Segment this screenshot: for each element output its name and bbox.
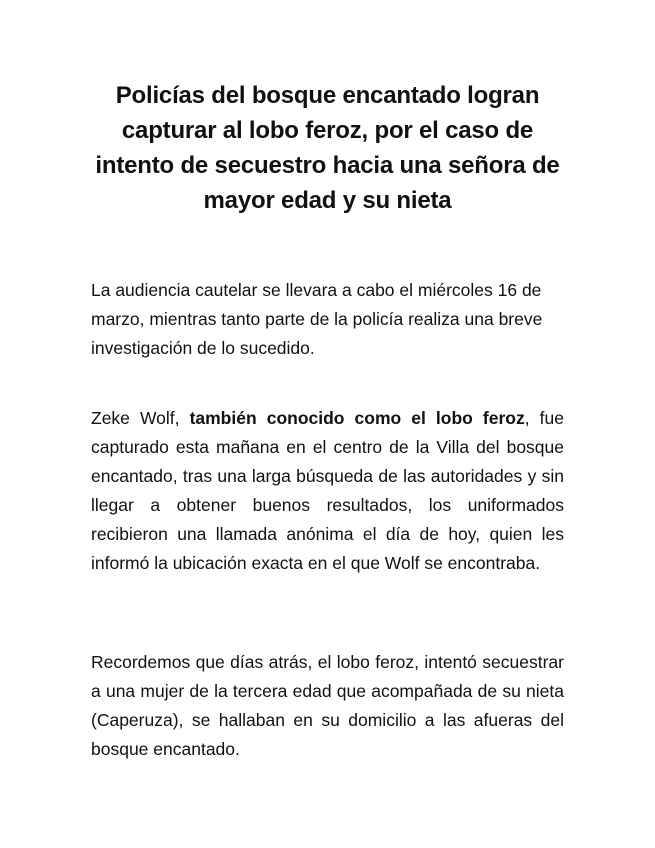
paragraph-capture <box>91 404 564 578</box>
paragraph-capture-bold: también conocido como el lobo feroz <box>189 408 525 428</box>
paragraph-capture-rest: , fue capturado esta mañana en el centro de la Villa del bosque encantado, tras una larga búsqueda de las autoridades y sin llegar a obtener buenos resultados, los uniformados recibieron una llamada anónima el día de hoy, quien les informó la ubicación exacta en el que Wolf se encontraba. <box>91 408 564 573</box>
paragraph-hearing: La audiencia cautelar se llevara a cabo el miércoles 16 de marzo, mientras tanto parte de la policía realiza una breve investigación de lo sucedido. <box>91 280 543 358</box>
paragraph-capture-lead: Zeke Wolf, <box>91 408 190 428</box>
article-title: Policías del bosque encantado logran capturar al lobo feroz, por el caso de intento de secuestro hacia una señora de mayor edad y su nieta <box>95 82 560 214</box>
paragraph-background: Recordemos que días atrás, el lobo feroz, intentó secuestrar a una mujer de la tercera edad que acompañada de su nieta (Caperuza), se hallaban en su domicilio a las afueras del bosque encantado. <box>91 652 564 759</box>
